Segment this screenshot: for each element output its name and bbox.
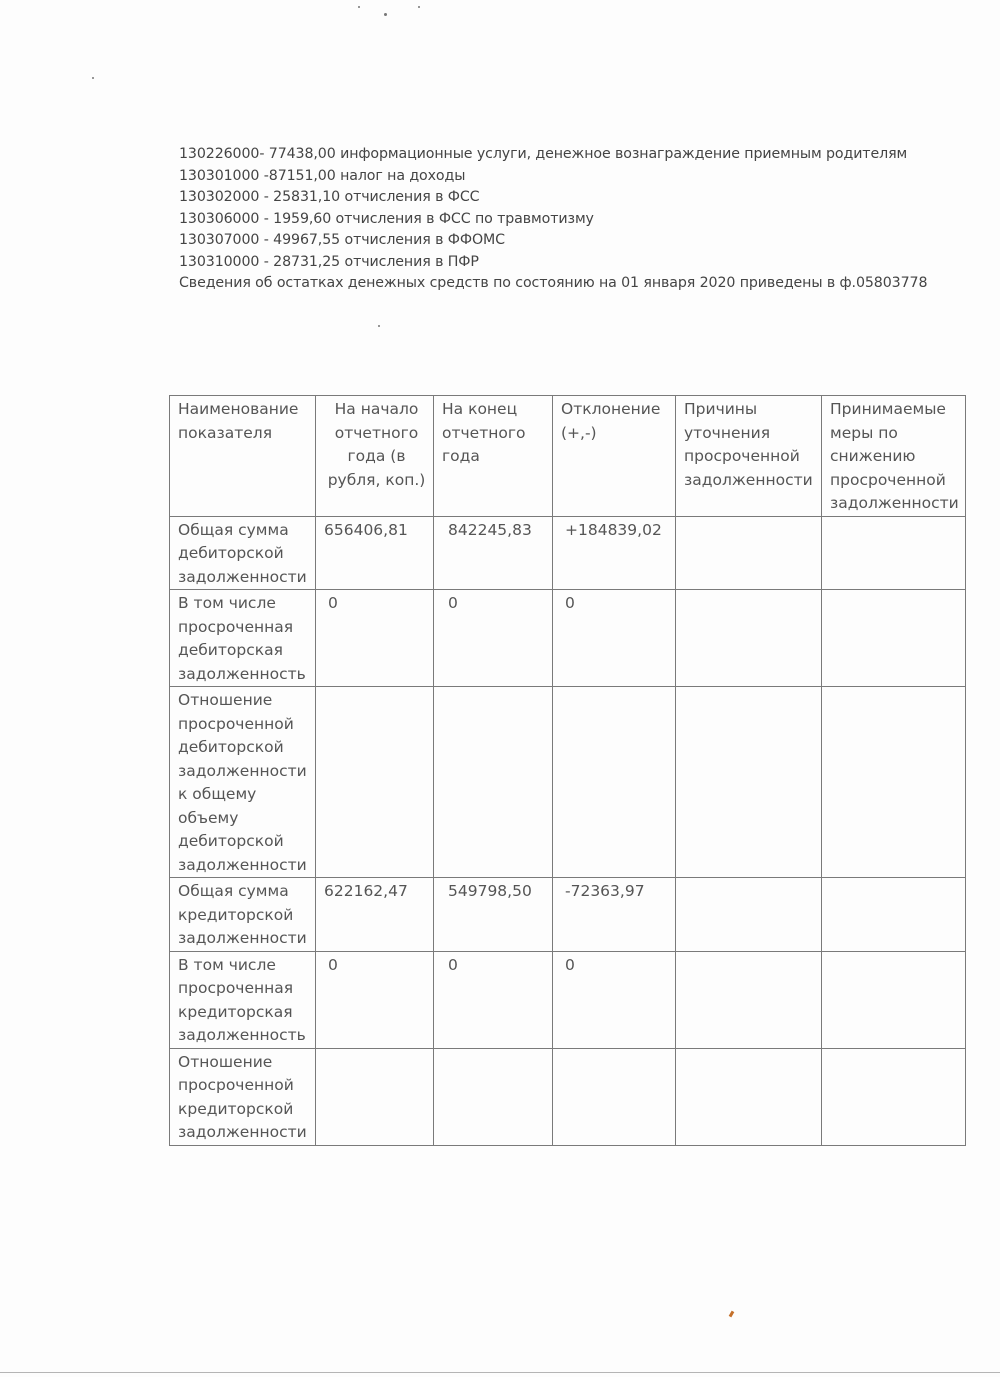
cash-balance-note: Сведения об остатках денежных средств по состоянию на 01 января 2020 приведены в ф.05803778 [179, 275, 928, 291]
table-row [170, 1048, 966, 1145]
table-cell [316, 1048, 434, 1145]
table-cell [434, 687, 553, 878]
table-cell: 656406,81 [316, 516, 434, 590]
account-breakdown [179, 144, 979, 295]
table-cell: 0 [434, 590, 553, 687]
table-cell: 0 [553, 951, 676, 1048]
table-cell: +184839,02 [553, 516, 676, 590]
scan-edge-line [0, 1372, 1000, 1373]
scan-speck [378, 325, 380, 327]
header-indicator-name: Наименование показателя [170, 396, 316, 517]
account-line: 130310000 - 28731,25 отчисления в ПФР [179, 253, 479, 270]
scan-speck [92, 77, 94, 79]
table-header-row [170, 396, 966, 517]
table-cell [676, 687, 822, 878]
header-start-of-year: На начало отчетного года (в рубля, коп.) [316, 396, 434, 517]
table-row [170, 878, 966, 952]
table-cell: 0 [434, 951, 553, 1048]
table-cell [434, 1048, 553, 1145]
scan-speck [418, 6, 420, 8]
table-cell [822, 687, 966, 878]
table-cell [676, 878, 822, 952]
debt-report-table [169, 395, 966, 1146]
header-reasons: Причины уточнения просроченной задолженности [676, 396, 822, 517]
row-label: Отношение просроченной кредиторской задолженности [170, 1048, 316, 1145]
scan-speck [358, 6, 360, 8]
account-line: 130301000 -87151,00 налог на доходы [179, 167, 466, 184]
table-cell [822, 878, 966, 952]
table-cell [316, 687, 434, 878]
row-label: Отношение просроченной дебиторской задолженности к общему объему дебиторской задолженности [170, 687, 316, 878]
table-cell: 842245,83 [434, 516, 553, 590]
table-cell [822, 1048, 966, 1145]
header-measures: Принимаемые меры по снижению просроченной задолженности [822, 396, 966, 517]
table-cell [553, 1048, 676, 1145]
table-row [170, 516, 966, 590]
account-line: 130306000 - 1959,60 отчисления в ФСС по травмотизму [179, 210, 594, 227]
table-cell [676, 516, 822, 590]
account-line: 130307000 - 49967,55 отчисления в ФФОМС [179, 232, 505, 248]
table-cell: -72363,97 [553, 878, 676, 952]
scan-speck [384, 13, 387, 16]
row-label: Общая сумма дебиторской задолженности [170, 516, 316, 590]
row-label: В том числе просроченная дебиторская задолженность [170, 590, 316, 687]
table-cell [822, 516, 966, 590]
table-cell [822, 951, 966, 1048]
table-cell: 549798,50 [434, 878, 553, 952]
scan-mark [729, 1311, 735, 1318]
table-cell: 0 [553, 590, 676, 687]
table-cell: 622162,47 [316, 878, 434, 952]
table-cell: 0 [316, 951, 434, 1048]
table-row [170, 951, 966, 1048]
table-row [170, 687, 966, 878]
table-cell [676, 590, 822, 687]
table-cell [676, 1048, 822, 1145]
table-cell [553, 687, 676, 878]
header-deviation: Отклонение (+,-) [553, 396, 676, 517]
row-label: Общая сумма кредиторской задолженности [170, 878, 316, 952]
account-line: 130302000 - 25831,10 отчисления в ФСС [179, 189, 480, 205]
table-cell [676, 951, 822, 1048]
account-line: 130226000- 77438,00 информационные услуги, денежное вознаграждение приемным родителям [179, 146, 908, 162]
table-cell [822, 590, 966, 687]
table-cell: 0 [316, 590, 434, 687]
row-label: В том числе просроченная кредиторская задолженность [170, 951, 316, 1048]
table-row [170, 590, 966, 687]
header-end-of-year: На конец отчетного года [434, 396, 553, 517]
